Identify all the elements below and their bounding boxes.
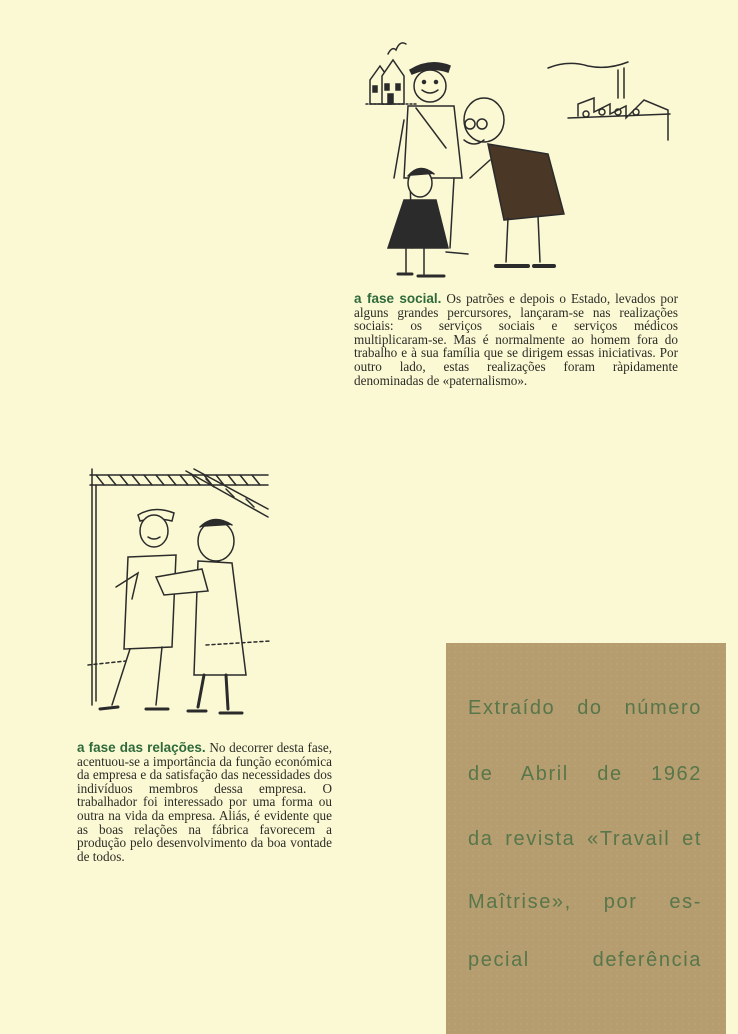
- relations-phase-paragraph: [77, 741, 332, 863]
- source-note-line: de Abril de 1962: [468, 763, 702, 785]
- factory-icon: [548, 62, 670, 140]
- relations-phase-heading: a fase das relações.: [77, 740, 206, 755]
- source-note-line: da revista «Travail et: [468, 828, 702, 850]
- relations-phase-text: No decorrer desta fase, acentuou-se a importância da função económica da empresa e da satisfação das necessidades dos indivíduos membros dessa empresa. O trabalhador foi interessado por uma forma ou outra na vida da empresa. Aliás, é evidente que as boas relações na fábrica favorecem a produção pelo desenvolvimento da boa vontade de todos.: [77, 740, 332, 864]
- relations-phase-illustration: [86, 465, 272, 725]
- source-note-line: Extraído do número: [468, 697, 702, 719]
- child-figure: [388, 168, 448, 276]
- social-phase-text: Os patrões e depois o Estado, levados por alguns grandes percursores, lançaram-se nas realizações sociais: os serviços sociais e serviços médicos multiplicaram-se. Mas é normalmente ao homem fora do trabalho e à sua família que se dirigem essas iniciativas. Por outro lado, estas realizações foram ràpidamente denominadas de «paternalismo».: [354, 291, 678, 388]
- worker-figure: [100, 509, 176, 709]
- source-note-card: [446, 643, 726, 1034]
- source-note-line: Maîtrise», por es-: [468, 891, 702, 913]
- house-icon: [366, 43, 418, 104]
- source-note-line: pecial deferência: [468, 949, 702, 971]
- boss-figure: [464, 98, 564, 266]
- social-phase-paragraph: [354, 292, 678, 387]
- social-phase-heading: a fase social.: [354, 291, 442, 306]
- social-phase-illustration: [358, 28, 678, 284]
